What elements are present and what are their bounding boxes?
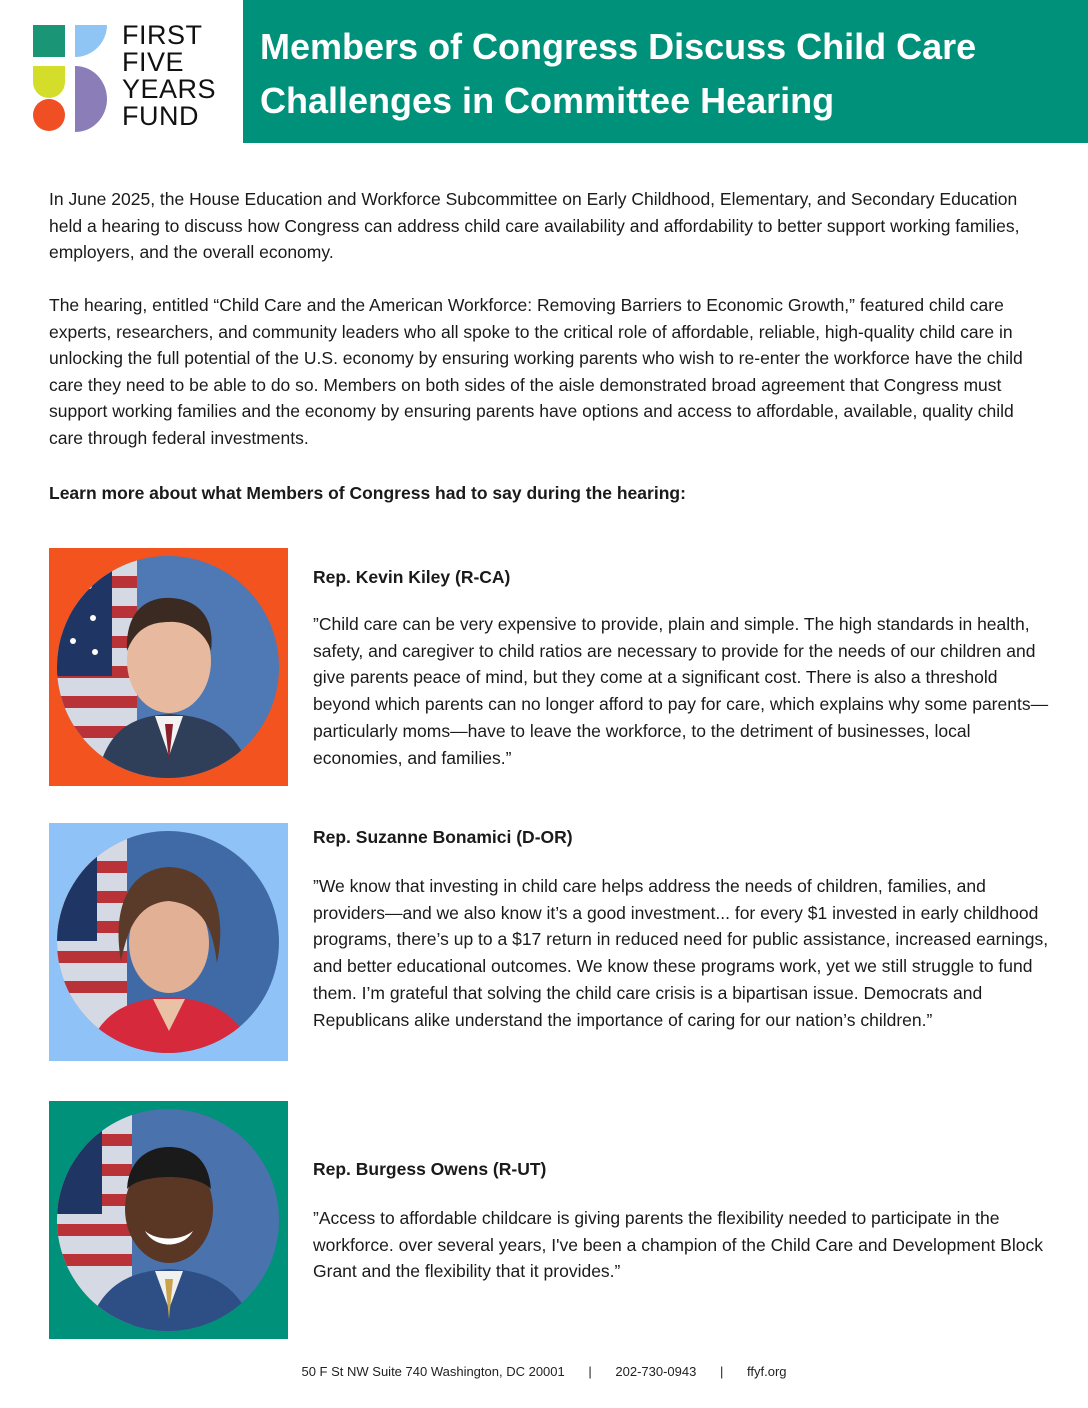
footer-phone[interactable]: 202-730-0943 (615, 1364, 697, 1379)
rep-photo-bonamici (57, 831, 279, 1053)
portrait-icon (57, 1109, 279, 1331)
footer-separator: | (719, 1364, 724, 1379)
logo-line-first: FIRST (122, 20, 203, 50)
logo-line-years: YEARS (122, 74, 217, 104)
rep-name: Rep. Burgess Owens (R-UT) (313, 1159, 547, 1179)
footer-separator: | (588, 1364, 592, 1379)
rep-quote: ”We know that investing in child care helps address the needs of children, families, and providers—and we also know it’s a good investment... for every $1 invested in early childhood programs, there’s up to a $17 return in reduced need for public assistance, increased earnings, and better educational outcomes. We know these programs work, yet we still struggle to fund them. I’m grateful that solving the child care crisis is a bipartisan issue. Democrats and Republicans alike understand the importance of caring for our nation’s children.” (313, 876, 1049, 1030)
section-lead: Learn more about what Members of Congress had to say during the hearing: (49, 483, 686, 503)
footer (0, 1364, 1088, 1379)
ffyf-logo (30, 22, 235, 134)
portrait-icon (57, 556, 279, 778)
rep-photo-owens (57, 1109, 279, 1331)
rep-card-kiley (49, 548, 1049, 786)
portrait-icon (57, 831, 279, 1053)
rep-name: Rep. Kevin Kiley (R-CA) (313, 567, 511, 587)
intro-paragraph: In June 2025, the House Education and Workforce Subcommittee on Early Childhood, Elementary, and Secondary Education held a hearing to discuss how Congress can address child care availability and affordability to better support working families, employers, and the overall economy. (49, 189, 1020, 263)
footer-address: 50 F St NW Suite 740 Washington, DC 20001 (301, 1364, 565, 1379)
rep-quote: ”Access to affordable childcare is giving parents the flexibility needed to participate in the workforce. over several years, I've been a champion of the Child Care and Development Block Grant and the flexibility that it provides.” (313, 1208, 1043, 1282)
header-banner (243, 0, 1088, 143)
rep-card-bonamici (49, 823, 1049, 1061)
logo-line-five: FIVE (122, 47, 185, 77)
logo-line-fund: FUND (122, 101, 199, 131)
hearing-paragraph: The hearing, entitled “Child Care and the American Workforce: Removing Barriers to Economic Growth,” featured child care experts, researchers, and community leaders who all spoke to the critical role of affordable, reliable, high-quality child care in unlocking the full potential of the U.S. economy by ensuring working parents who wish to re-enter the workforce have the child care they need to be able to do so. Members on both sides of the aisle demonstrated broad agreement that Congress must support working families and the economy by ensuring parents have options and access to affordable, available, quality child care through federal investments. (49, 295, 1023, 448)
page-title: Members of Congress Discuss Child Care Challenges in Committee Hearing (260, 26, 977, 121)
logo-wordmark (122, 22, 216, 130)
rep-card-owens (49, 1101, 1049, 1339)
footer-website-link[interactable]: ffyf.org (747, 1364, 787, 1379)
rep-name: Rep. Suzanne Bonamici (D-OR) (313, 827, 573, 847)
logo-mark-icon (30, 22, 110, 134)
rep-quote: ”Child care can be very expensive to provide, plain and simple. The high standards in health, safety, and caregiver to child ratios are necessary to provide for the needs of our children and give parents peace of mind, but they come at a significant cost. There is also a threshold beyond which parents can no longer afford to pay for care, which explains why some parents—particularly moms—have to leave the workforce, to the detriment of businesses, local economies, and families.” (313, 614, 1049, 768)
rep-photo-kiley (57, 556, 279, 778)
